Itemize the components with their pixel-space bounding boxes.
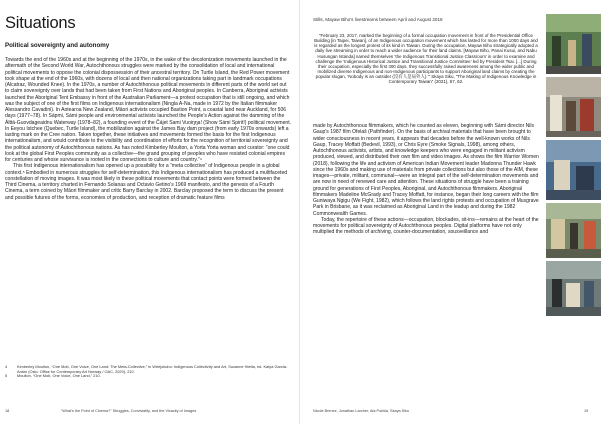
left-paragraph: This first Indigenous internationalism has opened up a possibility for a “meta collective” of Indigenous people in a global context.⁵ Embodied in numerous struggles for self-determination, this Indigenous internationalism has produced a multifaceted constellation of moving images. It was most likely in these political movements that contact points were formed between the Third Cinema, a territory charted in Fernando Solanas and Octavio Getino's 1969 manifesto, and the genesis of a Fourth Cinema, a term coined by Māori filmmaker and critic Barry Barclay in 2002. Barclay proposed the term to discuss the present and possible futures of the forms, economies of production, and reception of dramatic feature films xyxy=(5,163,288,201)
right-page xyxy=(300,0,601,424)
livestream-still-4 xyxy=(546,203,601,258)
left-paragraph: Towards the end of the 1960s and at the beginning of the 1970s, in the wake of the decolonization movements launched in the aftermath of the Second World War, Autochthonous struggles were marked by the consolidation of local and international political movements to oppose the colonial dispossession of their ancestral territory. On Turtle Island, the Red Power movement took shape at the end of the 1960s, with dozens of local and then national organizations taking part in landmark occupations (Alcatraz, Wounded Knee). In the 1970s, a number of Autochthonous political movements in different parts of the world set out to claim sovereignty over lands that had been taken from First Nations and Aboriginal peoples. In Canberra, Aboriginal activists launched the Aboriginal Tent Embassy in front of the Australian Parliament—a protest occupation that is still ongoing, and which was the subject of one of the first films on Indigenous internationalism (Ningla A-Na, made in 1972 by the Italian filmmaker Alessandro Cavadini). In Aotearoa New Zealand, Māori activists occupied Bastion Point, a coastal land near Auckland, for 506 days (1977–78). In Sápmi, Sámi people and environmental activists launched the People's Action against the damming of the Álttá-Guovdageaidnu Waterway (1978–82), a founding event of the Čájet Sami Vuoiŋŋa! (Show Sámi Spirit!) political movement. In Eeyou Istchee (Quebec, Turtle Island), the mobilization against the James Bay dam project (from early 1970s onwards) left a lasting mark on the Cree nation. Taken together, these initiatives and movements formed the basis for the first Indigenous internationalism, and would contribute to the visibility and coordination of efforts for the recognition of territorial sovereignty and the political autonomy of Autochthonous nations. As has noted Kimberley Moulton, a Yorta Yorta woman and curator: “one could look at the global First Peoples community as a collective—the grand grouping of peoples who have resisted colonial empires for centuries and whose survivance is rooted in the connections to culture and country.”⁴ xyxy=(5,57,292,163)
footnote xyxy=(5,374,292,379)
livestream-still-3-image xyxy=(546,140,601,200)
livestream-still-1-image xyxy=(546,14,601,74)
running-head: “What's the Point of Cinema?” Struggles, Conviviality, and the Vivacity of Images xyxy=(61,409,197,413)
page-number-left: 18 xyxy=(5,409,10,413)
livestream-still-1 xyxy=(546,14,601,74)
livestream-still-4-image xyxy=(546,203,601,258)
footnote-text: Kimberley Moulton, “One Mob, One Voice, One Land: The Meta-Collective,” in Wéejokubo: Indigenous Collectivity and Art, Suzanne Hietta, ed. Katya Garcia-Antón (Oslo: Office for Contemporary Art Norway / OAC, 2020), 210. xyxy=(17,364,288,374)
footnotes xyxy=(5,365,292,379)
right-paragraph: made by Autochthonous filmmakers, which he counted as eleven, beginning with Sámi director Nils Gaup's 1987 film Ofelaš (Pathfinder). On the basis of archival materials that have been brought to wider consciousness in recent years, it appears that decades before the well-known works of Nils Gaup, Tracey Moffatt (Bedevil, 1993), or Chris Eyre (Smoke Signals, 1998), among others, Autochthonous activists, artists, and knowledge keepers who were engaged in militant activism produced, viewed, and distributed their own film and video images. As shows the film Warrior Women (2018), following the life and activism of American Indian Movement leader Madonna Thunder Hawk since the 1960s and making use of materials from private collections but also those of the AIM, these images—private, militant, communal—were an integral part of the self-determination movements and are now in need of renewed care and attention. These situations of struggle have been a training ground for generations of First Peoples, Aboriginal, and Autochthonous filmmakers. Aboriginal filmmakers Madeline McGrady and Tracey Moffatt, for instance, began their long careers with the film Guniwaya Ngigu (We Fight, 1982), which follows the land rights protests and occupation of Musgrave Park in Brisbane, as it was reclaimed as Aboriginal Land in the leadup and during the 1982 Commonwealth Games. xyxy=(313,123,539,217)
pull-quote: “February 23, 2017, marked the beginning of a formal occupation movement in front of the Presidential Office Building [in Taipei, Taiwan], of an Indigenous occupation movement which has lasted for more than 1000 days and is regarded as the longest protest of its kind in Taiwan. During the occupation, Mayaw Biho strategically adopted a daily live streaming in order to reach a wider audience for their land claims. [Mayaw Biho, Panai Kusui, and Nabu Husungan Istanda] named themselves ‘the Indigenous Transitional Justice Classroom’ in order to examine and challenge the ‘Indigenous Historical Justice and Transitional Justice Committee’ led by President Tsai. [...] During their occupation, especially the first 300 days, they successfully raised awareness among the wider public and mobilized diverse Indigenous and non-Indigenous participants to support Aboriginal land claims by creating the popular slogan, ‘Nobody is an outsider (沒有人是局外人).’” Skaya Siku, “The Making of Indigenous Knowledge in Contemporary Taiwan” (2021), 57, 62. xyxy=(314,33,538,85)
right-paragraph: Today, the repertoire of these actions—occupation, blockades, sit-ins—remains at the heart of the movements for political sovereignty of Autochthonous peoples. Digital platforms have not only multiplied the methods of archiving, counter-documentation, sousveillance and xyxy=(313,216,539,236)
livestream-still-5-image xyxy=(546,261,601,316)
author-names: Nicole Brenez, Jonathan Larcher, Ala Pokšla, Skaya Siku xyxy=(313,409,410,413)
right-body-text xyxy=(313,123,541,236)
livestream-still-5 xyxy=(546,261,601,316)
footnote-number: 5 xyxy=(5,373,8,379)
subheading: Political sovereignty and autonomy xyxy=(5,42,110,49)
livestream-still-3 xyxy=(546,140,601,200)
livestream-still-2 xyxy=(546,77,601,137)
livestream-still-2-image xyxy=(546,77,601,137)
left-body-text xyxy=(5,57,292,201)
footnote-text: Moulton, “One Mob, One Voice, One Land,” 210. xyxy=(17,373,101,379)
photo-caption: Stills, Mayaw Biho's livestreams between April and August 2018 xyxy=(313,17,443,22)
section-title: Situations xyxy=(5,14,76,32)
page-number-right: 19 xyxy=(584,409,589,413)
footnote-number: 4 xyxy=(5,364,8,369)
left-page xyxy=(0,0,300,424)
